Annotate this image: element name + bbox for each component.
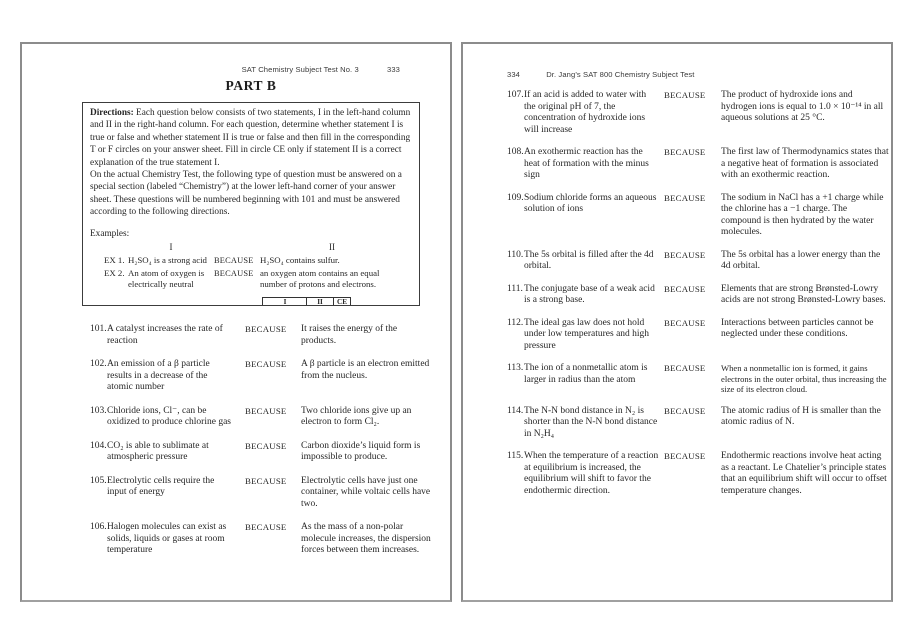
question-statement-2: The product of hydroxide ions and hydrogen ions is equal to 1.0 × 10⁻¹⁴ in all aqueous solutions at 25 °C. bbox=[721, 90, 884, 123]
example-statement-1: An atom of oxygen is electrically neutral bbox=[128, 268, 205, 290]
directions-box bbox=[82, 102, 420, 306]
question-row bbox=[463, 250, 895, 273]
question-statement-1: Sodium chloride forms an aqueous solution of ions bbox=[524, 192, 657, 214]
question-statement-1: The ideal gas law does not hold under low temperatures and high pressure bbox=[524, 317, 650, 351]
question-statement-1: The 5s orbital is filled after the 4d orbital. bbox=[524, 249, 654, 271]
answer-grid-header-I: I bbox=[263, 298, 307, 306]
because-label: BECAUSE bbox=[664, 451, 706, 462]
example-statement-2: H₂SO₄ contains sulfur. bbox=[260, 255, 340, 266]
left-question-list bbox=[22, 324, 454, 569]
question-row bbox=[463, 284, 895, 307]
question-number: 105. bbox=[90, 475, 107, 486]
question-statement-1: If an acid is added to water with the original pH of 7, the concentration of hydroxide ions will increase bbox=[524, 90, 647, 135]
question-row bbox=[22, 522, 454, 557]
question-row bbox=[463, 318, 895, 353]
right-header-title: Dr. Jang’s SAT 800 Chemistry Subject Test bbox=[546, 70, 695, 79]
because-label: BECAUSE bbox=[245, 324, 287, 334]
question-statement-2: Endothermic reactions involve heat acting as a reactant. Le Chatelier’s principle states that an equilibrium shift will occur to offset temperature changes. bbox=[721, 451, 887, 496]
question-statement-1: CO₂ is able to sublimate at atmospheric pressure bbox=[107, 440, 209, 462]
sample-answers bbox=[90, 297, 412, 306]
answer-grid-header-II: II bbox=[307, 298, 334, 306]
question-statement-2: Electrolytic cells have just one container, while voltaic cells have two. bbox=[301, 475, 431, 509]
question-statement-2: The first law of Thermodynamics states that a negative heat of formation is associated with an exothermic reaction. bbox=[721, 147, 889, 180]
question-number: 111. bbox=[507, 283, 523, 294]
examples-col1-header: I bbox=[169, 242, 173, 253]
question-statement-1: The ion of a nonmetallic atom is larger in radius than the atom bbox=[524, 363, 648, 385]
left-page-header bbox=[242, 65, 400, 74]
question-statement-1: When the temperature of a reaction at equilibrium is increased, the equilibrium will shift to favor the endothermic direction. bbox=[524, 451, 659, 496]
because-label: BECAUSE bbox=[664, 192, 706, 203]
example-label: EX 2. bbox=[104, 268, 125, 279]
because-label: BECAUSE bbox=[245, 522, 287, 532]
question-number: 114. bbox=[507, 405, 524, 416]
question-statement-1: Halogen molecules can exist as solids, liquids or gases at room temperature bbox=[107, 522, 227, 555]
question-statement-1: An exothermic reaction has the heat of formation with the minus sign bbox=[524, 147, 649, 180]
answer-grid-header-row bbox=[263, 298, 350, 306]
example-row bbox=[90, 255, 412, 266]
examples-label: Examples: bbox=[90, 228, 130, 239]
question-statement-1: Electrolytic cells require the input of energy bbox=[107, 475, 215, 497]
sample-answer-grid bbox=[262, 297, 351, 306]
question-statement-1: A catalyst increases the rate of reaction bbox=[107, 324, 223, 346]
examples-column-headers bbox=[90, 242, 412, 253]
question-row bbox=[22, 406, 454, 429]
question-statement-2: The 5s orbital has a lower energy than the 4d orbital. bbox=[721, 249, 881, 271]
question-statement-1: Chloride ions, Cl⁻, can be oxidized to produce chlorine gas bbox=[107, 405, 231, 427]
right-question-list bbox=[463, 90, 895, 508]
because-label: BECAUSE bbox=[664, 363, 706, 373]
question-statement-2: A β particle is an electron emitted from the nucleus. bbox=[301, 359, 430, 381]
question-row bbox=[22, 441, 454, 464]
because-label: BECAUSE bbox=[664, 317, 706, 328]
question-row bbox=[463, 147, 895, 182]
question-number: 115. bbox=[507, 451, 524, 462]
question-row bbox=[463, 90, 895, 136]
example-statement-1: H₂SO₄ is a strong acid bbox=[128, 255, 207, 266]
question-statement-2: Two chloride ions give up an electron to form Cl₂. bbox=[301, 405, 412, 427]
question-row bbox=[22, 476, 454, 511]
question-statement-2: The atomic radius of H is smaller than the atomic radius of N. bbox=[721, 405, 881, 428]
question-number: 112. bbox=[507, 317, 524, 328]
because-label: BECAUSE bbox=[245, 405, 287, 416]
part-title: PART B bbox=[225, 78, 277, 93]
directions-text: Each question below consists of two statements, I in the left-hand column and II in the right-hand column. For each question, determine whether statement I is true or false and whether statement II is true or false and then fill in the corresponding T or F circles on your answer sheet. Fill in circle CE only if statement II is a correct explanation of the true statement I. bbox=[90, 108, 411, 168]
left-page bbox=[20, 42, 452, 602]
question-number: 109. bbox=[507, 192, 524, 203]
question-statement-2: As the mass of a non-polar molecule increases, the dispersion forces between them increases. bbox=[301, 522, 431, 555]
question-row bbox=[22, 324, 454, 347]
question-number: 103. bbox=[90, 405, 107, 416]
question-statement-2: Elements that are strong Brønsted-Lowry acids are not strong Brønsted-Lowry bases. bbox=[721, 283, 886, 305]
question-statement-2: When a nonmetallic ion is formed, it gains electrons in the outer orbital, thus increasing the size of its electron cloud. bbox=[721, 363, 887, 395]
examples-col2-header: II bbox=[329, 242, 335, 253]
example-statement-2: an oxygen atom contains an equal number of protons and electrons. bbox=[260, 268, 380, 290]
question-number: 113. bbox=[507, 363, 524, 373]
because-label: BECAUSE bbox=[664, 283, 706, 294]
left-header-title: SAT Chemistry Subject Test No. 3 bbox=[241, 65, 359, 74]
right-page-number: 334 bbox=[507, 70, 520, 79]
because-label: BECAUSE bbox=[245, 475, 287, 486]
question-statement-2: Carbon dioxide’s liquid form is impossible to produce. bbox=[301, 440, 421, 462]
because-label: BECAUSE bbox=[214, 269, 254, 279]
because-label: BECAUSE bbox=[664, 249, 706, 260]
because-label: BECAUSE bbox=[214, 256, 254, 266]
question-number: 104. bbox=[90, 440, 107, 451]
directions-paragraph-1 bbox=[90, 107, 412, 169]
question-number: 107. bbox=[507, 90, 524, 100]
question-row bbox=[463, 193, 895, 239]
question-number: 108. bbox=[507, 147, 524, 157]
because-label: BECAUSE bbox=[245, 440, 287, 451]
directions-paragraph-2: On the actual Chemistry Test, the following type of question must be answered on a special section (labeled “Chemistry”) at the lower left-hand corner of your answer sheet. These questions will be numbered beginning with 101 and must be answered according to the following directions. bbox=[90, 170, 402, 218]
question-statement-2: It raises the energy of the products. bbox=[301, 324, 398, 346]
right-page-header bbox=[507, 70, 695, 79]
because-label: BECAUSE bbox=[664, 90, 706, 100]
question-row bbox=[463, 406, 895, 441]
question-number: 106. bbox=[90, 522, 107, 532]
because-label: BECAUSE bbox=[664, 405, 706, 416]
question-statement-1: An emission of a β particle results in a decrease of the atomic number bbox=[107, 359, 210, 392]
question-statement-2: The sodium in NaCl has a +1 charge while the chlorine has a −1 charge. The compound is then hydrated by the water molecules. bbox=[721, 192, 884, 237]
because-label: BECAUSE bbox=[245, 359, 287, 369]
question-number: 101. bbox=[90, 324, 107, 334]
question-number: 102. bbox=[90, 359, 107, 369]
because-label: BECAUSE bbox=[664, 147, 706, 157]
left-page-number: 333 bbox=[387, 65, 400, 74]
example-rows bbox=[90, 255, 412, 291]
example-label: EX 1. bbox=[104, 255, 125, 266]
question-row bbox=[22, 359, 454, 394]
question-row bbox=[463, 363, 895, 395]
question-row bbox=[463, 451, 895, 497]
answer-grid-header-CE: CE bbox=[334, 298, 350, 306]
directions-label: Directions: bbox=[90, 108, 134, 118]
question-statement-2: Interactions between particles cannot be neglected under these conditions. bbox=[721, 317, 874, 339]
question-number: 110. bbox=[507, 249, 524, 260]
question-statement-1: The conjugate base of a weak acid is a strong base. bbox=[524, 283, 655, 305]
right-page bbox=[461, 42, 893, 602]
example-row bbox=[90, 268, 412, 290]
question-statement-1: The N-N bond distance in N₂ is shorter than the N-N bond distance in N₂H₄ bbox=[524, 405, 658, 439]
